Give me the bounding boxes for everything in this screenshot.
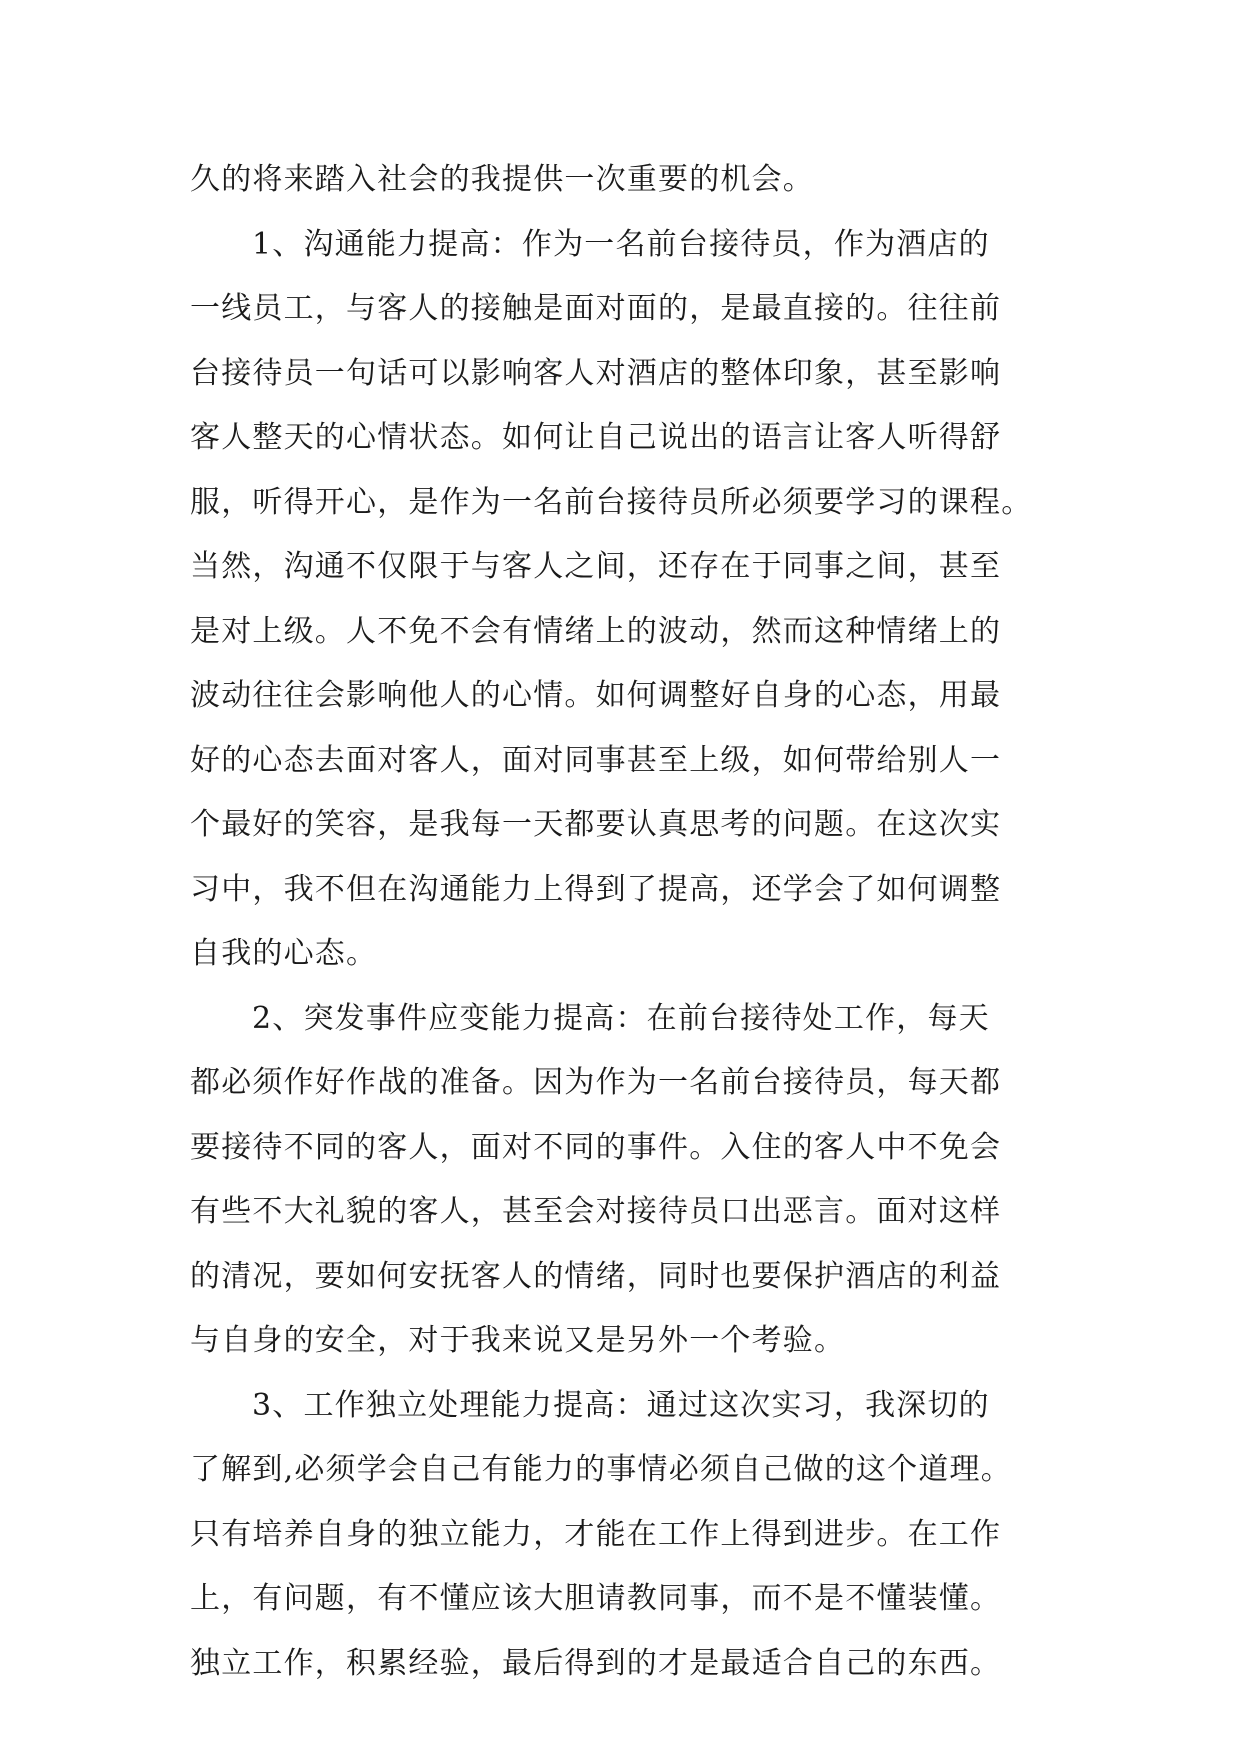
- text-line: 个最好的笑容，是我每一天都要认真思考的问题。在这次实: [190, 807, 1002, 842]
- text-line: 台接待员一句话可以影响客人对酒店的整体印象，甚至影响: [190, 355, 1002, 391]
- text-line: 当然，沟通不仅限于与客人之间，还存在于同事之间，甚至: [190, 549, 1002, 584]
- text-line: 都必须作好作战的准备。因为作为一名前台接待员，每天都: [190, 1065, 1002, 1100]
- text-line: 自我的心态。: [190, 936, 378, 971]
- paragraph-3-first-line: 3、工作独立处理能力提高：通过这次实习，我深切的: [252, 1387, 990, 1423]
- text-line: 的清况，要如何安抚客人的情绪，同时也要保护酒店的利益: [190, 1258, 1002, 1294]
- text-line: 与自身的安全，对于我来说又是另外一个考验。: [190, 1323, 846, 1358]
- text-line: 只有培养自身的独立能力，才能在工作上得到进步。在工作: [190, 1516, 1002, 1552]
- text-line: 好的心态去面对客人，面对同事甚至上级，如何带给别人一: [190, 742, 1002, 778]
- paragraph-1-first-line: 1、沟通能力提高：作为一名前台接待员，作为酒店的: [252, 226, 990, 262]
- text-line: 独立工作，积累经验，最后得到的才是最适合自己的东西。: [190, 1645, 1002, 1681]
- text-line: 服，听得开心，是作为一名前台接待员所必须要学习的课程。: [190, 484, 1033, 520]
- body-text: [190, 148, 1070, 1696]
- text-line: 是对上级。人不免不会有情绪上的波动，然而这种情绪上的: [190, 613, 1002, 649]
- paragraph-2-first-line: 2、突发事件应变能力提高：在前台接待处工作，每天: [252, 1000, 990, 1036]
- text-line: 了解到,必须学会自己有能力的事情必须自己做的这个道理。: [190, 1452, 1012, 1487]
- text-line: 客人整天的心情状态。如何让自己说出的语言让客人听得舒: [190, 420, 1002, 455]
- text-line: 习中，我不但在沟通能力上得到了提高，还学会了如何调整: [190, 871, 1002, 907]
- text-line: 上，有问题，有不懂应该大胆请教同事，而不是不懂装懂。: [190, 1581, 1002, 1616]
- text-line: 波动往往会影响他人的心情。如何调整好自身的心态，用最: [190, 678, 1002, 713]
- text-line: 久的将来踏入社会的我提供一次重要的机会。: [190, 162, 814, 197]
- text-line: 要接待不同的客人，面对不同的事件。入住的客人中不免会: [190, 1129, 1002, 1165]
- text-line: 有些不大礼貌的客人，甚至会对接待员口出恶言。面对这样: [190, 1194, 1002, 1229]
- text-line: 一线员工，与客人的接触是面对面的，是最直接的。往往前: [190, 291, 1002, 326]
